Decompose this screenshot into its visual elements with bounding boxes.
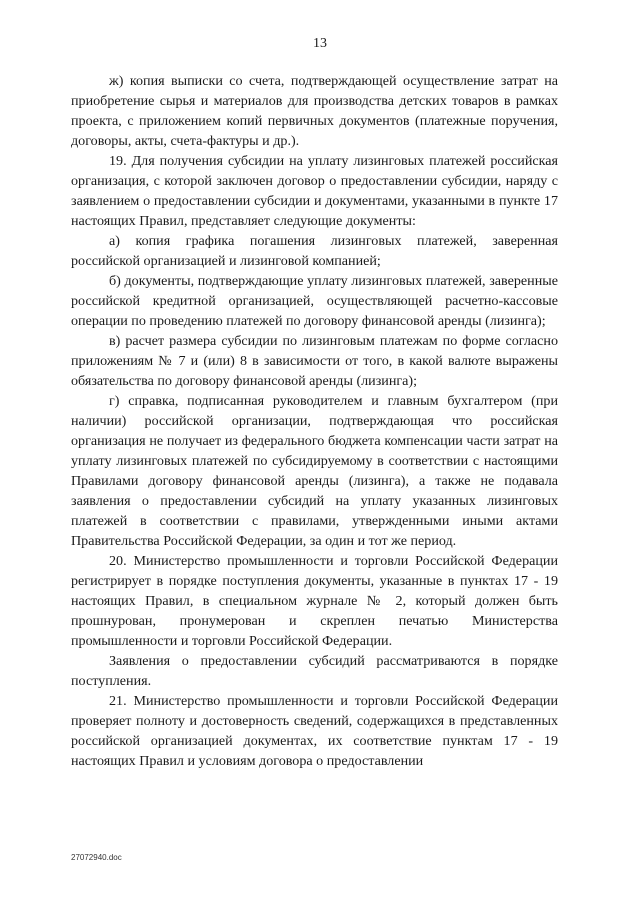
paragraph-20: 20. Министерство промышленности и торговли Российской Федерации регистрирует в порядке поступления документы, указанные в пунктах 17 - 19 настоящих Правил, в специальном журнале № 2, который должен быть прошнурован, пронумерован и скреплен печатью Министерства промышленности и торговли Российской Федерации. bbox=[71, 553, 558, 649]
paragraph-a: а) копия графика погашения лизинговых платежей, заверенная российской организацией и лизинговой компанией; bbox=[71, 233, 558, 269]
paragraph-21: 21. Министерство промышленности и торговли Российской Федерации проверяет полноту и достоверность сведений, содержащихся в представленных российской организацией документах, их соответствие пунктам 17 - 19 настоящих Правил и условиям договора о предоставлении bbox=[71, 693, 558, 769]
paragraph-applications: Заявления о предоставлении субсидий рассматриваются в порядке поступления. bbox=[71, 653, 558, 689]
paragraph-19: 19. Для получения субсидии на уплату лизинговых платежей российская организация, с которой заключен договор о предоставлении субсидии, наряду с заявлением о предоставлении субсидии и документами, указанными в пункте 17 настоящих Правил, представляет следующие документы: bbox=[71, 153, 558, 229]
document-body bbox=[71, 71, 558, 771]
paragraph-v: в) расчет размера субсидии по лизинговым платежам по форме согласно приложениям № 7 и (или) 8 в зависимости от того, в какой валюте выражены обязательства по договору финансовой аренды (лизинга); bbox=[71, 333, 558, 389]
page-number: 13 bbox=[313, 36, 327, 51]
paragraph-zh: ж) копия выписки со счета, подтверждающей осуществление затрат на приобретение сырья и материалов для производства детских товаров в рамках проекта, с приложением копий первичных документов (платежные поручения, договоры, акты, счета-фактуры и др.). bbox=[71, 73, 558, 149]
paragraph-g: г) справка, подписанная руководителем и главным бухгалтером (при наличии) российской организации, подтверждающая что российская организация не получает из федерального бюджета компенсации части затрат на уплату лизинговых платежей по субсидируемому в соответствии с настоящими Правилами договору финансовой аренды (лизинга), а также не подавала заявления о предоставлении субсидий на уплату указанных лизинговых платежей в соответствии с правилами, утвержденными иными актами Правительства Российской Федерации, за один и тот же период. bbox=[71, 393, 558, 549]
paragraph-b: б) документы, подтверждающие уплату лизинговых платежей, заверенные российской кредитной организацией, осуществляющей расчетно-кассовые операции по проведению платежей по договору финансовой аренды (лизинга); bbox=[71, 273, 558, 329]
file-name-footer: 27072940.doc bbox=[71, 853, 122, 862]
